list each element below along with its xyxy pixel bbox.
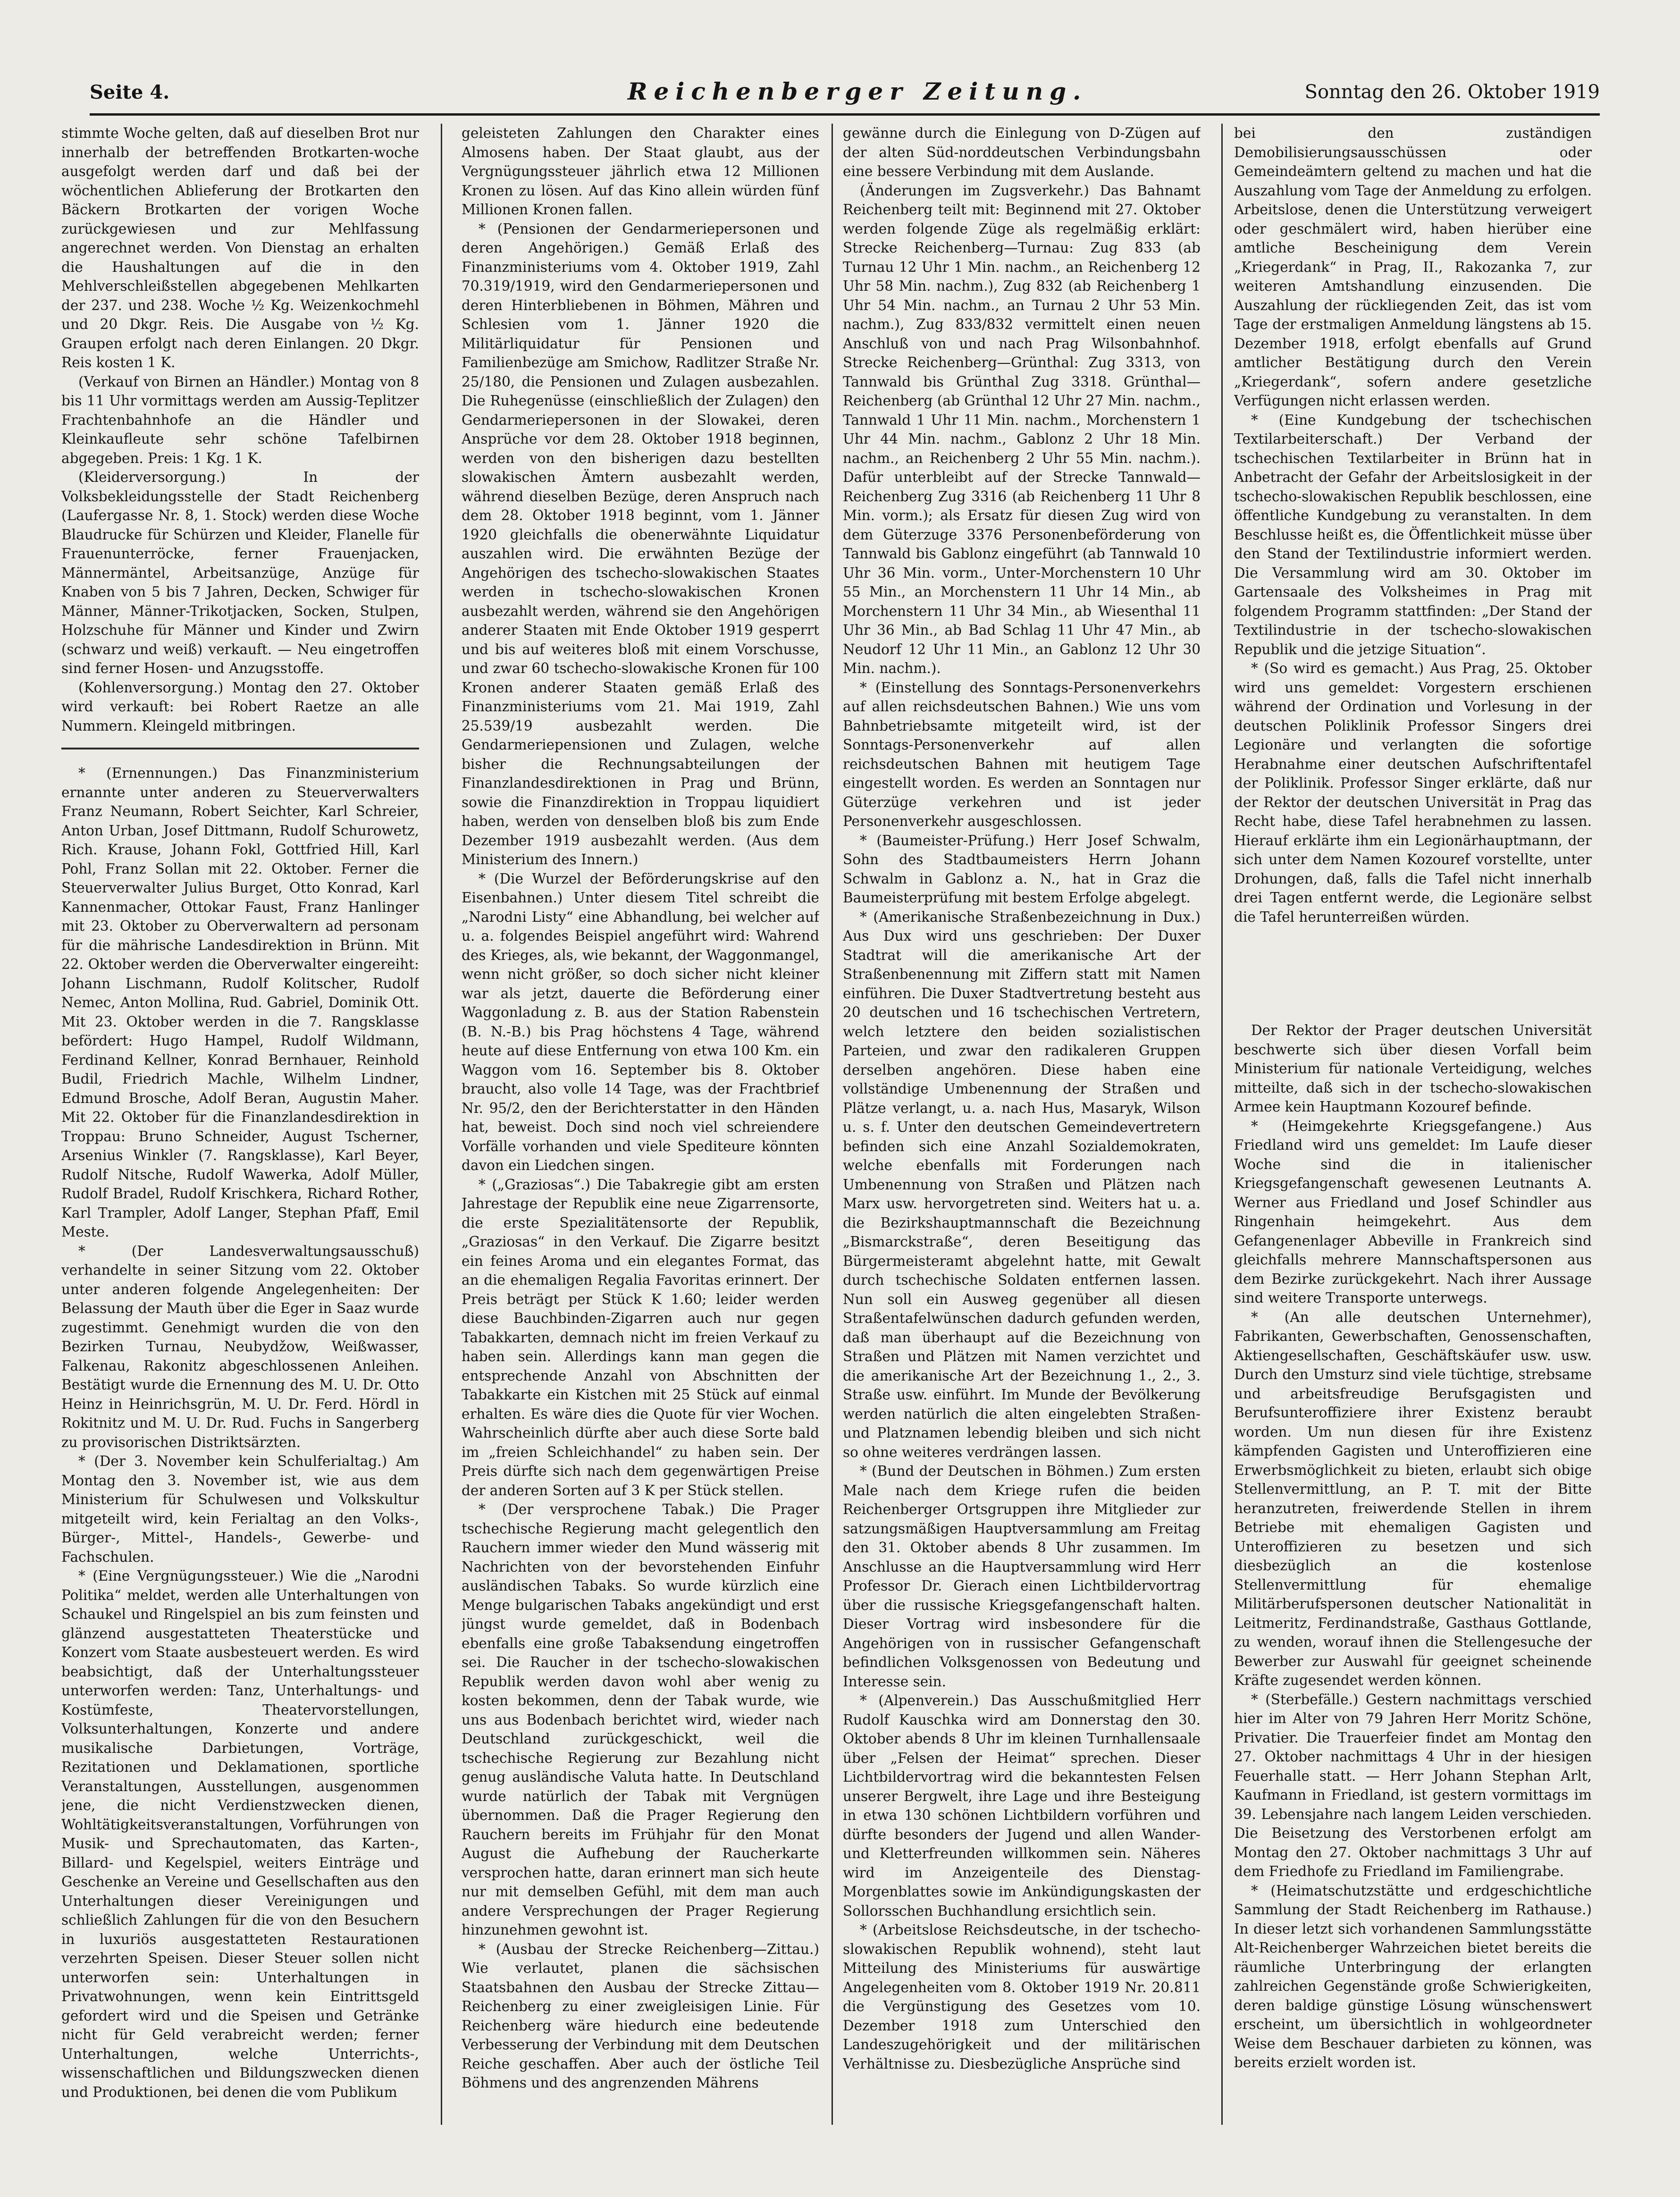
article-paragraph: * (Der Landesverwaltungsausschuß) verhandelte in seiner Sitzung vom 22. Oktober unter anderen folgende Angelegenheiten: Der Belassung der Mauth über die Eger in Saaz wurde zugestimmt. Genehmigt wurden die von den Bezirken Turnau, Neubydžow, Weißwasser, Falkenau, Rakonitz abgeschlossenen Anleihen. Bestätigt wurde die Ernennung des M. U. Dr. Otto Heinz in Heinrichsgrün, M. U. Dr. Ferd. Hördl in Rokitnitz und M. U. Dr. Rud. Fuchs in Sangerberg zu provisorischen Distriktsärzten. [61,1243,419,1450]
article-paragraph: * (Heimgekehrte Kriegsgefangene.) Aus Friedland wird uns gemeldet: Im Laufe dieser Woche sind die in italienischer Kriegsgefangenschaft gewesenen Leutnants A. Werner aus Friedland und Josef Schindler aus Ringenhain heimgekehrt. Aus dem Gefangenenlager Abbeville in Frankreich sind gleichfalls mehrere Mannschaftspersonen aus dem Bezirke zurückgekehrt. Nach ihrer Aussage sind weitere Transporte unterwegs. [1234,1118,1592,1306]
article-paragraph: * (Einstellung des Sonntags-Personenverkehrs auf allen reichsdeutschen Bahnen.) Wie uns vom Bahnbetriebsamte mitgeteilt wird, ist der Sonntags-Personenverkehr auf allen reichsdeutschen Bahnen mit heutigem Tage eingestellt worden. Es werden an Sonntagen nur Güterzüge verkehren und ist jeder Personenverkehr ausgeschlossen. [843,679,1201,829]
article-paragraph: (Änderungen im Zugsverkehr.) Das Bahnamt Reichenberg teilt mit: Beginnend mit 27. Oktober werden folgende Züge als regelmäßig erklärt: Strecke Reichenberg—Turnau: Zug 833 (ab Turnau 12 Uhr 1 Min. nachm., an Reichenberg 12 Uhr 58 Min. nachm.), Zug 832 (ab Reichenberg 1 Uhr 54 Min. nachm., an Turnau 2 Uhr 53 Min. nachm.), Zug 833/832 vermittelt einen neuen Anschluß von und nach Prag Wilsonbahnhof. Strecke Reichenberg—Grünthal: Zug 3313, von Tannwald bis Grünthal Zug 3318. Grünthal—Reichenberg (ab Grünthal 12 Uhr 27 Min. nachm., Tannwald 1 Uhr 11 Min. nachm., Morchenstern 1 Uhr 44 Min. nachm., Gablonz 2 Uhr 18 Min. nachm., an Reichenberg 2 Uhr 55 Min. nachm.). Dafür unterbleibt auf der Strecke Tannwald—Reichenberg Zug 3316 (ab Reichenberg 11 Uhr 8 Min. vorm.); als Ersatz für diesen Zug wird von dem Güterzuge 3376 Personenbeförderung von Tannwald bis Gablonz eingeführt (ab Tannwald 10 Uhr 36 Min. vorm., Unter-Morchenstern 10 Uhr 55 Min., an Morchenstern 11 Uhr 14 Min., ab Morchenstern 11 Uhr 34 Min., ab Wiesenthal 11 Uhr 36 Min., ab Bad Schlag 11 Uhr 47 Min., ab Neudorf 12 Uhr 11 Min., an Gablonz 12 Uhr 30 Min. nachm.). [843,182,1201,676]
article-paragraph: * (Die Wurzel der Beförderungskrise auf den Eisenbahnen.) Unter diesem Titel schreibt die „Narodni Listy“ eine Abhandlung, bei welcher auf u. a. folgendes Beispiel angeführt wird: Wahrend des Krieges, als, wie bekannt, der Waggonmangel, wenn nicht größer, so doch sicher nicht kleiner war als jetzt, dauerte die Beförderung einer Waggonladung z. B. aus der Station Rabenstein (B. N.-B.) bis Prag höchstens 4 Tage, während heute auf diese Entfernung von etwa 100 Km. ein Waggon vom 16. September bis 8. Oktober braucht, also volle 14 Tage, was der Frachtbrief Nr. 95/2, den der Berichterstatter in den Händen hat, beweist. Doch sind noch viel schreiendere Vorfälle vorhanden und viele Spediteure könnten davon ein Liedchen singen. [462,870,819,1173]
column-divider [832,124,833,2125]
article-paragraph: * (Alpenverein.) Das Ausschußmitglied Herr Rudolf Kauschka wird am Donnerstag den 30. Oktober abends 8 Uhr im kleinen Turnhallensaale über „Felsen der Heimat“ sprechen. Dieser Lichtbildervortrag wird die bekanntesten Felsen unserer Bergwelt, ihre Lage und ihre Besteigung in etwa 130 schönen Lichtbildern vorführen und dürfte besonders der Jugend und allen Wander- und Kletterfreunden willkommen sein. Näheres wird im Anzeigenteile des Dienstag-Morgenblattes sowie im Ankündigungskasten der Sollorsschen Buchhandlung ersichtlich sein. [843,1692,1201,1919]
article-paragraph: stimmte Woche gelten, daß auf dieselben Brot nur innerhalb der betreffenden Brotkarten-woche ausgefolgt werden darf und daß bei der wöchentlichen Ablieferung der Brotkarten den Bäckern Brotkarten der vorigen Woche zurückgewiesen und zur Mehlfassung angerechnet werden. Von Dienstag an erhalten die Haushaltungen auf die in den Mehlverschleißstellen abgegebenen Mehlkarten der 237. und 238. Woche ½ Kg. Weizenkochmehl und 20 Dkgr. Reis. Die Ausgabe von ½ Kg. Graupen erfolgt nach deren Einlangen. 20 Dkgr. Reis kosten 1 K. [61,125,419,370]
text-column-4 [1234,124,1592,2139]
section-divider [61,748,419,749]
article-paragraph: * (Der versprochene Tabak.) Die Prager tschechische Regierung macht gelegentlich den Rauchern immer wieder den Mund wässerig mit Nachrichten von der bevorstehenden Einfuhr ausländischen Tabaks. So wurde kürzlich eine Menge bulgarischen Tabaks angekündigt und erst jüngst wurde gemeldet, daß in Bodenbach ebenfalls eine große Tabaksendung eingetroffen sei. Die Raucher in der tschecho-slowakischen Republik werden davon wohl aber wenig zu kosten bekommen, denn der Tabak wurde, wie uns aus Bodenbach berichtet wird, wieder nach Deutschland zurückgeschickt, weil die tschechische Regierung zur Bezahlung nicht genug ausländische Valuta hatte. In Deutschland wurde natürlich der Tabak mit Vergnügen übernommen. Daß die Prager Regierung den Rauchern bereits im Frühjahr für den Monat August die Aufhebung der Raucherkarte versprochen hatte, daran erinnert man sich heute nur mit demselben Gefühl, mit dem man auch andere Versprechungen der Prager Regierung hinzunehmen gewohnt ist. [462,1501,819,1938]
column-divider [1221,124,1223,2125]
column-blank-space [1234,926,1592,1021]
article-paragraph: * (Eine Kundgebung der tschechischen Textilarbeiterschaft.) Der Verband der tschechischen Textilarbeiter in Brünn hat in Anbetracht der Gefahr der Arbeitslosigkeit in der tschecho-slowakischen Republik beschlossen, eine öffentliche Kundgebung zu veranstalten. In dem Beschlusse heißt es, die Öffentlichkeit müsse über den Stand der Textilindustrie informiert werden. Die Versammlung wird am 30. Oktober im Gartensaale des Volksheimes in Prag mit folgendem Programm stattfinden: „Der Stand der Textilindustrie in der tschecho-slowakischen Republik und die jetzige Situation“. [1234,412,1592,657]
article-paragraph: * (Pensionen der Gendarmeriepersonen und deren Angehörigen.) Gemäß Erlaß des Finanzministeriums vom 4. Oktober 1919, Zahl 70.319/1919, wird den Gendarmeriepersonen und deren Hinterbliebenen in Böhmen, Mähren und Schlesien vom 1. Jänner 1920 die Militärliquidatur für Pensionen und Familienbezüge am Smichow, Radlitzer Straße Nr. 25/180, die Pensionen und Zulagen ausbezahlen. Die Ruhegenüsse (einschließlich der Zulagen) den Gendarmeriepersonen in der Slowakei, deren Ansprüche vor dem 28. Oktober 1918 beginnen, werden von den bisherigen dazu bestellten slowakischen Ämtern ausbezahlt werden, während dieselben Bezüge, deren Anspruch nach dem 28. Oktober 1918 beginnt, vom 1. Jänner 1920 gleichfalls die obenerwähnte Liquidatur auszahlen wird. Die erwähnten Bezüge der Angehörigen des tschecho-slowakischen Staates werden in tschecho-slowakischen Kronen ausbezahlt werden, während sie den Angehörigen anderer Staaten mit Ende Oktober 1919 gesperrt und bis auf weiteres bloß mit einem Vorschusse, und zwar 60 tschecho-slowakische Kronen für 100 Kronen anderer Staaten gemäß Erlaß des Finanzministeriums vom 21. Mai 1919, Zahl 25.539/19 ausbezahlt werden. Die Gendarmeriepensionen und Zulagen, welche bisher die Rechnungsabteilungen der Finanzlandesdirektionen in Prag und Brünn, sowie die Finanzdirektion in Troppau liquidiert haben, werden von denselben bloß bis zum Ende Dezember 1919 ausbezahlt werden. (Aus dem Ministerium des Innern.) [462,220,819,867]
article-paragraph: * (Arbeitslose Reichsdeutsche, in der tschecho-slowakischen Republik wohnend), steht laut Mitteilung des Ministeriums für auswärtige Angelegenheiten vom 8. Oktober 1919 Nr. 20.811 die Vergünstigung des Gesetzes vom 10. Dezember 1918 zum Unterschied den Landeszugehörigkeit und der militärischen Verhältnisse zu. Diesbezügliche Ansprüche sind [843,1922,1201,2072]
article-paragraph: geleisteten Zahlungen den Charakter eines Almosens haben. Der Staat glaubt, aus der Vergnügungssteuer jährlich etwa 12 Millionen Kronen zu lösen. Auf das Kino allein würden fünf Millionen Kronen fallen. [462,125,819,218]
article-paragraph: (Kohlenversorgung.) Montag den 27. Oktober wird verkauft: bei Robert Raetze an alle Nummern. Kleingeld mitbringen. [61,679,419,734]
page-number: Seite 4. [90,81,170,103]
article-paragraph: * (Eine Vergnügungssteuer.) Wie die „Narodni Politika“ meldet, werden alle Unterhaltungen von Schaukel und Ringelspiel an bis zum feinsten und glänzend ausgestatteten Theaterstücke und Konzert vom Staate ausbesteuert werden. Es wird beabsichtigt, daß der Unterhaltungssteuer unterworfen werden: Tanz, Unterhaltungs- und Kostümfeste, Theatervorstellungen, Volksunterhaltungen, Konzerte und andere musikalische Darbietungen, Vorträge, Rezitationen und Deklamationen, sportliche Veranstaltungen, Ausstellungen, ausgenommen jene, die nicht Verdienstzwecken dienen, Wohltätigkeitsveranstaltungen, Vorführungen von Musik- und Sprechautomaten, das Karten-, Billard- und Kegelspiel, weiters Einträge und Geschenke an Vereine und Gesellschaften aus den Unterhaltungen dieser Vereinigungen und schließlich Zahlungen für die von den Besuchern in luxuriös ausgestatteten Restaurationen verzehrten Speisen. Dieser Steuer sollen nicht unterworfen sein: Unterhaltungen in Privatwohnungen, wenn kein Eintrittsgeld gefordert wird und die Speisen und Getränke nicht für Geld verabreicht werden; ferner Unterhaltungen, welche Unterrichts-, wissenschaftlichen und Bildungszwecken dienen und Produktionen, bei denen die vom Publikum [61,1568,419,2100]
page-header [90,76,1600,109]
article-paragraph: (Verkauf von Birnen an Händler.) Montag von 8 bis 11 Uhr vormittags werden am Aussig-Teplitzer Frachtenbahnhofe an die Händler und Kleinkaufleute sehr schöne Tafelbirnen abgegeben. Preis: 1 Kg. 1 K. [61,373,419,466]
article-paragraph: * (An alle deutschen Unternehmer), Fabrikanten, Gewerbschaften, Genossenschaften, Aktiengesellschaften, Geschäftskäufer usw. usw. Durch den Umsturz sind viele tüchtige, strebsame und arbeitsfreudige Berufsgagisten und Berufsunteroffiziere ihrer Existenz beraubt worden. Um nun diesen für ihre Existenz kämpfenden Gagisten und Unteroffizieren eine Erwerbsmöglichkeit zu bieten, erlaubt sich obige Stellenvermittlung, an P. T. mit der Bitte heranzutreten, freiwerdende Stellen in ihrem Betriebe mit ehemaligen Gagisten und Unteroffizieren zu besetzen und sich diesbezüglich an die kostenlose Stellenvermittlung für ehemalige Militärberufspersonen deutscher Nationalität in Leitmeritz, Ferdinandstraße, Gasthaus Gottlande, zu wenden, worauf ihnen die Stellengesuche der Bewerber zur Auswahl für geeignet scheinende Kräfte zugesendet werden können. [1234,1309,1592,1688]
article-paragraph: * (Baumeister-Prüfung.) Herr Josef Schwalm, Sohn des Stadtbaumeisters Herrn Johann Schwalm in Gablonz a. N., hat in Graz die Baumeisterprüfung mit bestem Erfolge abgelegt. [843,832,1201,906]
article-paragraph: * (So wird es gemacht.) Aus Prag, 25. Oktober wird uns gemeldet: Vorgestern erschienen während der Ordination und Vorlesung in der deutschen Poliklinik Professor Singers drei Legionäre und verlangten die sofortige Herabnahme einer deutschen Aufschriftentafel der Poliklinik. Professor Singer erklärte, daß nur der Rektor der deutschen Universität in Prag das Recht habe, diese Tafel herabnehmen zu lassen. Hierauf erklärte ihm ein Legionärhauptmann, der sich unter dem Namen Kozouref vorstellte, unter Drohungen, daß, falls die Tafel nicht innerhalb drei Tagen entfernt werde, die Legionäre selbst die Tafel herunterreißen würden. [1234,660,1592,925]
article-paragraph: bei den zuständigen Demobilisierungsausschüssen oder Gemeindeämtern geltend zu machen und hat die Auszahlung vom Tage der Anmeldung zu erfolgen. Arbeitslose, denen die Unterstützung verweigert oder geschmälert wird, haben hierüber eine amtliche Bescheinigung dem Verein „Kriegerdank“ in Prag, II., Rakozanka 7, zur weiteren Amtshandlung einzusenden. Die Auszahlung der rückliegenden Zeit, das ist vom Tage der erstmaligen Anmeldung längstens ab 15. Dezember 1918, erfolgt ebenfalls auf Grund amtlicher Bestätigung durch den Verein „Kriegerdank“, sofern andere gesetzliche Verfügungen nicht erlassen werden. [1234,125,1592,409]
header-rule [90,113,1600,116]
text-column-2 [462,124,819,2139]
article-paragraph: * (Der 3. November kein Schulferialtag.) Am Montag den 3. November ist, wie aus dem Ministerium für Schulwesen und Volkskultur mitgeteilt wird, kein Ferialtag an den Volks-, Bürger-, Mittel-, Handels-, Gewerbe- und Fachschulen. [61,1453,419,1565]
article-paragraph: * (Sterbefälle.) Gestern nachmittags verschied hier im Alter von 79 Jahren Herr Moritz Schöne, Privatier. Die Trauerfeier findet am Montag den 27. Oktober nachmittags 4 Uhr in der hiesigen Feuerhalle statt. — Herr Johann Stephan Arlt, Kaufmann in Friedland, ist gestern vormittags im 39. Lebensjahre nach langem Leiden verschieden. Die Beisetzung des Verstorbenen erfolgt am Montag den 27. Oktober nachmittags 3 Uhr auf dem Friedhofe zu Friedland im Familiengrabe. [1234,1691,1592,1879]
article-paragraph: * (Heimatschutzstätte und erdgeschichtliche Sammlung der Stadt Reichenberg im Rathause.) In dieser letzt sich vorhandenen Sammlungsstätte Alt-Reichenberger Wahrzeichen bietet bereits die räumliche Unterbringung der erlangten zahlreichen Gegenstände große Schwierigkeiten, deren baldige günstige Lösung wünschenswert erscheint, um übersichtlich in wohlgeordneter Weise dem Beschauer darbieten zu können, was bereits erzielt worden ist. [1234,1882,1592,2071]
article-paragraph: * (Bund der Deutschen in Böhmen.) Zum ersten Male nach dem Kriege rufen die beiden Reichenberger Ortsgruppen ihre Mitglieder zur satzungsmäßigen Hauptversammlung am Freitag den 31. Oktober abends 8 Uhr zusammen. Im Anschlusse an die Hauptversammlung wird Herr Professor Dr. Gierach einen Lichtbildervortrag über die russische Kriegsgefangenschaft halten. Dieser Vortrag wird insbesondere für die Angehörigen von in russischer Gefangenschaft befindlichen Volksgenossen von Bedeutung und Interesse sein. [843,1463,1201,1690]
text-column-1 [61,124,419,2139]
newspaper-title: Reichenberger Zeitung. [628,77,1088,105]
issue-date: Sonntag den 26. Oktober 1919 [1304,81,1600,103]
article-paragraph: (Kleiderversorgung.) In der Volksbekleidungsstelle der Stadt Reichenberg (Laufergasse Nr. 8, 1. Stock) werden diese Woche Blaudrucke für Schürzen und Kleider, Flanelle für Frauenunterröcke, ferner Frauenjacken, Männermäntel, Arbeitsanzüge, Anzüge für Knaben von 5 bis 7 Jahren, Decken, Schwiger für Männer, Männer-Trikotjacken, Socken, Stulpen, Holzschuhe für Männer und Kinder und Zwirn (schwarz und weiß) verkauft. — Neu eingetroffen sind ferner Hosen- und Anzugsstoffe. [61,469,419,676]
article-paragraph: * („Graziosas“.) Die Tabakregie gibt am ersten Jahrestage der Republik eine neue Zigarrensorte, die erste Spezialitätensorte der Republik, „Graziosas“ in den Verkauf. Die Zigarre besitzt ein feines Aroma und ein elegantes Format, das an die ehemaligen Regalia Favoritas erinnert. Der Preis beträgt per Stück K 1.60; leider werden diese Bauchbinden-Zigarren auch nur gegen Tabakkarten, demnach nicht im freien Verkauf zu haben sein. Allerdings kann man gegen die entsprechende Anzahl von Abschnitten der Tabakkarte ein Kistchen mit 25 Stück auf einmal erhalten. Es wäre dies die Quote für vier Wochen. Wahrscheinlich dürfte aber auch diese Sorte bald im „freien Schleichhandel“ zu haben sein. Der Preis dürfte sich nach dem gegenwärtigen Preise der anderen Sorten auf 3 K per Stück stellen. [462,1176,819,1498]
article-paragraph: Der Rektor der Prager deutschen Universität beschwerte sich über diesen Vorfall beim Ministerium für nationale Verteidigung, welches mitteilte, daß sich in der tschecho-slowakischen Armee kein Hauptmann Kozouref befinde. [1234,1022,1592,1115]
text-column-3 [843,124,1201,2139]
article-paragraph: * (Ernennungen.) Das Finanzministerium ernannte unter anderen zu Steuerverwalters Franz Neumann, Robert Seichter, Karl Schreier, Anton Urban, Josef Dittmann, Rudolf Schurowetz, Rich. Krause, Johann Fokl, Gottfried Hill, Karl Pohl, Franz Sollan mit 22. Oktober. Ferner die Steuerverwalter Julius Burget, Otto Konrad, Karl Kannenmacher, Ottokar Faust, Franz Hanlinger mit 23. Oktober zu Oberverwaltern ad personam für die mährische Landesdirektion in Brünn. Mit 22. Oktober werden die Oberverwalter eingereiht: Johann Lischmann, Rudolf Kolitscher, Rudolf Nemec, Anton Mollina, Rud. Gabriel, Dominik Ott. Mit 23. Oktober werden in die 7. Rangsklasse befördert: Hugo Hampel, Rudolf Wildmann, Ferdinand Kellner, Konrad Bernhauer, Reinhold Budil, Friedrich Machle, Wilhelm Lindner, Edmund Brosche, Adolf Beran, Augustin Maher. Mit 22. Oktober für die Finanzlandesdirektion in Troppau: Bruno Schneider, August Tscherner, Arsenius Winkler (7. Rangsklasse), Karl Beyer, Rudolf Nitsche, Rudolf Wawerka, Adolf Müller, Rudolf Bradel, Rudolf Krischkera, Richard Rother, Karl Trampler, Adolf Langer, Stephan Pfaff, Emil Meste. [61,765,419,1240]
article-paragraph: * (Ausbau der Strecke Reichenberg—Zittau.) Wie verlautet, planen die sächsischen Staatsbahnen den Ausbau der Strecke Zittau—Reichenberg zu einer zweigleisigen Linie. Für Reichenberg wäre hiedurch eine bedeutende Verbesserung der Verbindung mit dem Deutschen Reiche geschaffen. Aber auch der östliche Teil Böhmens und des angrenzenden Mährens [462,1941,819,2091]
article-paragraph: * (Amerikanische Straßenbezeichnung in Dux.) Aus Dux wird uns geschrieben: Der Duxer Stadtrat will die amerikanische Art der Straßenbenennung mit Ziffern statt mit Namen einführen. Die Duxer Stadtvertretung besteht aus 20 deutschen und 16 tschechischen Vertretern, welch letztere den beiden sozialistischen Parteien, und zwar den radikaleren Gruppen derselben angehören. Diese haben eine vollständige Umbenennung der Straßen und Plätze verlangt, u. a. nach Hus, Masaryk, Wilson u. s. f. Unter den deutschen Gemeindevertretern befinden sich eine Anzahl Sozialdemokraten, welche ebenfalls mit Forderungen nach Umbenennung von Straßen und Plätzen nach Marx usw. hervorgetreten sind. Weiters hat u. a. die Bezirkshauptmannschaft die Bezeichnung „Bismarckstraße“, deren Beseitigung das Bürgermeisteramt abgelehnt hatte, mit Gewalt durch tschechische Soldaten entfernen lassen. Nun soll ein Ausweg gegenüber all diesen Straßentafelwünschen dadurch gefunden werden, daß man überhaupt auf die Bezeichnung von Straßen und Plätzen mit Namen verzichtet und die amerikanische Art der Bezeichnung 1., 2., 3. Straße usw. einführt. Im Munde der Bevölkerung werden natürlich die alten eingelebten Straßen- und Platznamen lebendig bleiben und sich nicht so ohne weiteres verdrängen lassen. [843,909,1201,1460]
column-divider [441,124,442,2125]
article-paragraph: gewänne durch die Einlegung von D-Zügen auf der alten Süd-norddeutschen Verbindungsbahn eine bessere Verbindung mit dem Auslande. [843,125,1201,179]
